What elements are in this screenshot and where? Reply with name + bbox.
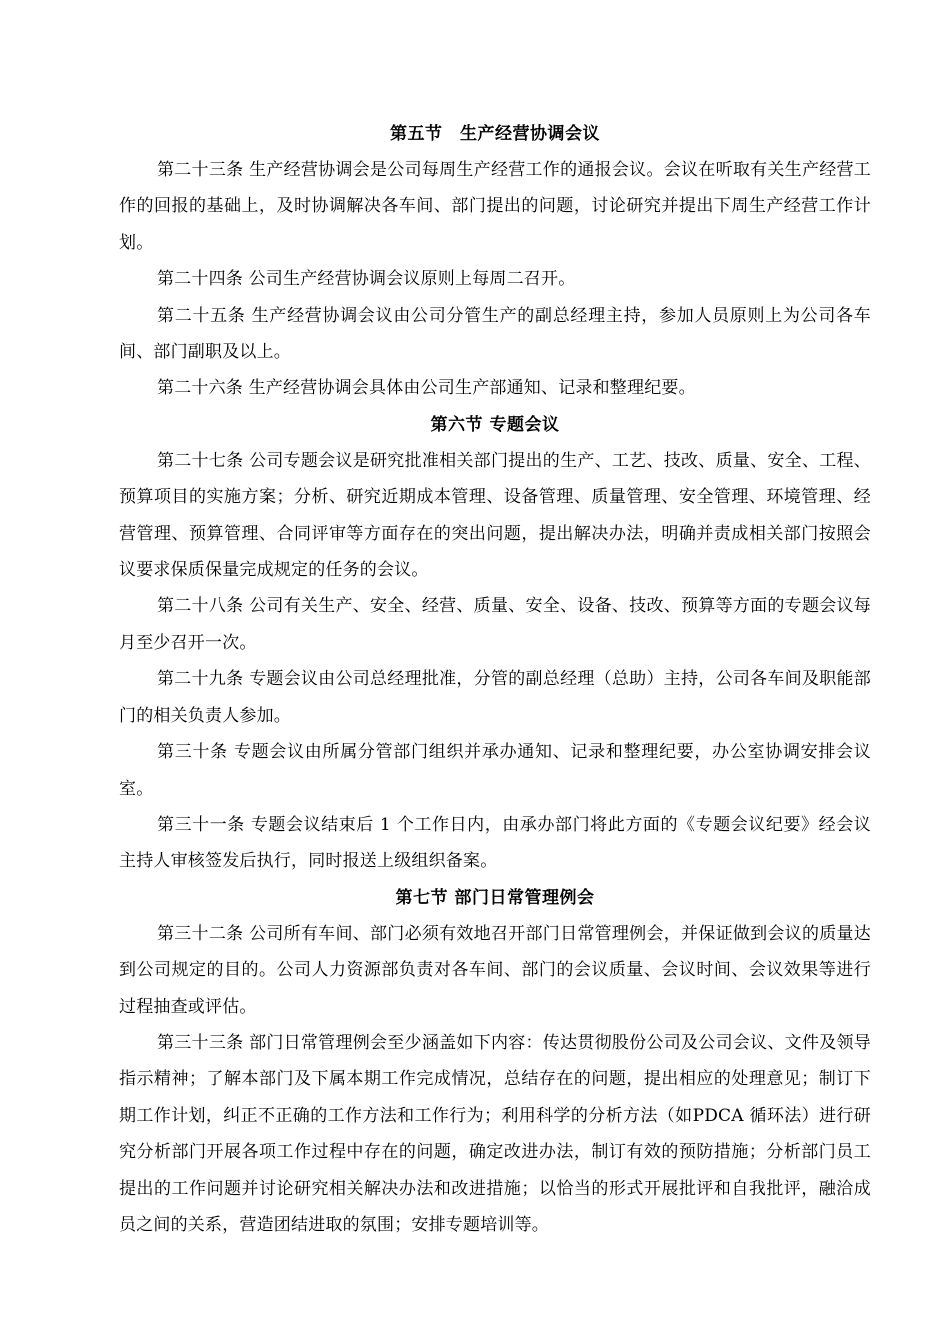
- article-33: 第三十三条 部门日常管理例会至少涵盖如下内容：传达贯彻股份公司及公司会议、文件及领导指示精神；了解本部门及下属本期工作完成情况，总结存在的问题，提出相应的处理意见；制订下期工作计划，纠正不正确的工作方法和工作行为；利用科学的分析方法（如PDCA 循环法）进行研究分析部门开展各项工作过程中存在的问题，确定改进办法，制订有效的预防措施；分析部门员工提出的工作问题并讨论研究相关解决办法和改进措施；以恰当的形式开展批评和自我批评，融洽成员之间的关系，营造团结进取的氛围；安排专题培训等。: [119, 1032, 871, 1235]
- section-heading: 第六节 专题会议: [430, 414, 560, 435]
- article-31: 第三十一条 专题会议结束后 1 个工作日内，由承办部门将此方面的《专题会议纪要》经会议主持人审核签发后执行，同时报送上级组织备案。: [119, 814, 871, 872]
- article-27: 第二十七条 公司专题会议是研究批准相关部门提出的生产、工艺、技改、质量、安全、工程、预算项目的实施方案；分析、研究近期成本管理、设备管理、质量管理、安全管理、环境管理、经营管理、预算管理、合同评审等方面存在的突出问题，提出解决办法，明确并责成相关部门按照会议要求保质保量完成规定的任务的会议。: [119, 450, 871, 581]
- section-5: [119, 116, 871, 407]
- article-28: 第二十八条 公司有关生产、安全、经营、质量、安全、设备、技改、预算等方面的专题会议每月至少召开一次。: [119, 596, 871, 653]
- article-29: 第二十九条 专题会议由公司总经理批准，分管的副总经理（总助）主持，公司各车间及职能部门的相关负责人参加。: [119, 669, 871, 726]
- section-6: [119, 407, 871, 880]
- section-heading: 第五节 生产经营协调会议: [390, 124, 600, 144]
- article-24: 第二十四条 公司生产经营协调会议原则上每周二召开。: [157, 269, 576, 290]
- article-32: 第三十二条 公司所有车间、部门必须有效地召开部门日常管理例会，并保证做到会议的质量达到公司规定的目的。公司人力资源部负责对各车间、部门的会议质量、会议时间、会议效果等进行过程抽查或评估。: [119, 923, 871, 1017]
- article-23: 第二十三条 生产经营协调会是公司每周生产经营工作的通报会议。会议在听取有关生产经营工作的回报的基础上，及时协调解决各车间、部门提出的问题，讨论研究并提出下周生产经营工作计划。: [119, 160, 871, 253]
- document-page: [119, 116, 871, 1243]
- section-7: [119, 880, 871, 1244]
- section-heading: 第七节 部门日常管理例会: [395, 887, 595, 908]
- article-25: 第二十五条 生产经营协调会议由公司分管生产的副总经理主持，参加人员原则上为公司各车间、部门副职及以上。: [119, 305, 871, 363]
- article-26: 第二十六条 生产经营协调会具体由公司生产部通知、记录和整理纪要。: [157, 378, 696, 399]
- article-30: 第三十条 专题会议由所属分管部门组织并承办通知、记录和整理纪要，办公室协调安排会议室。: [119, 742, 871, 799]
